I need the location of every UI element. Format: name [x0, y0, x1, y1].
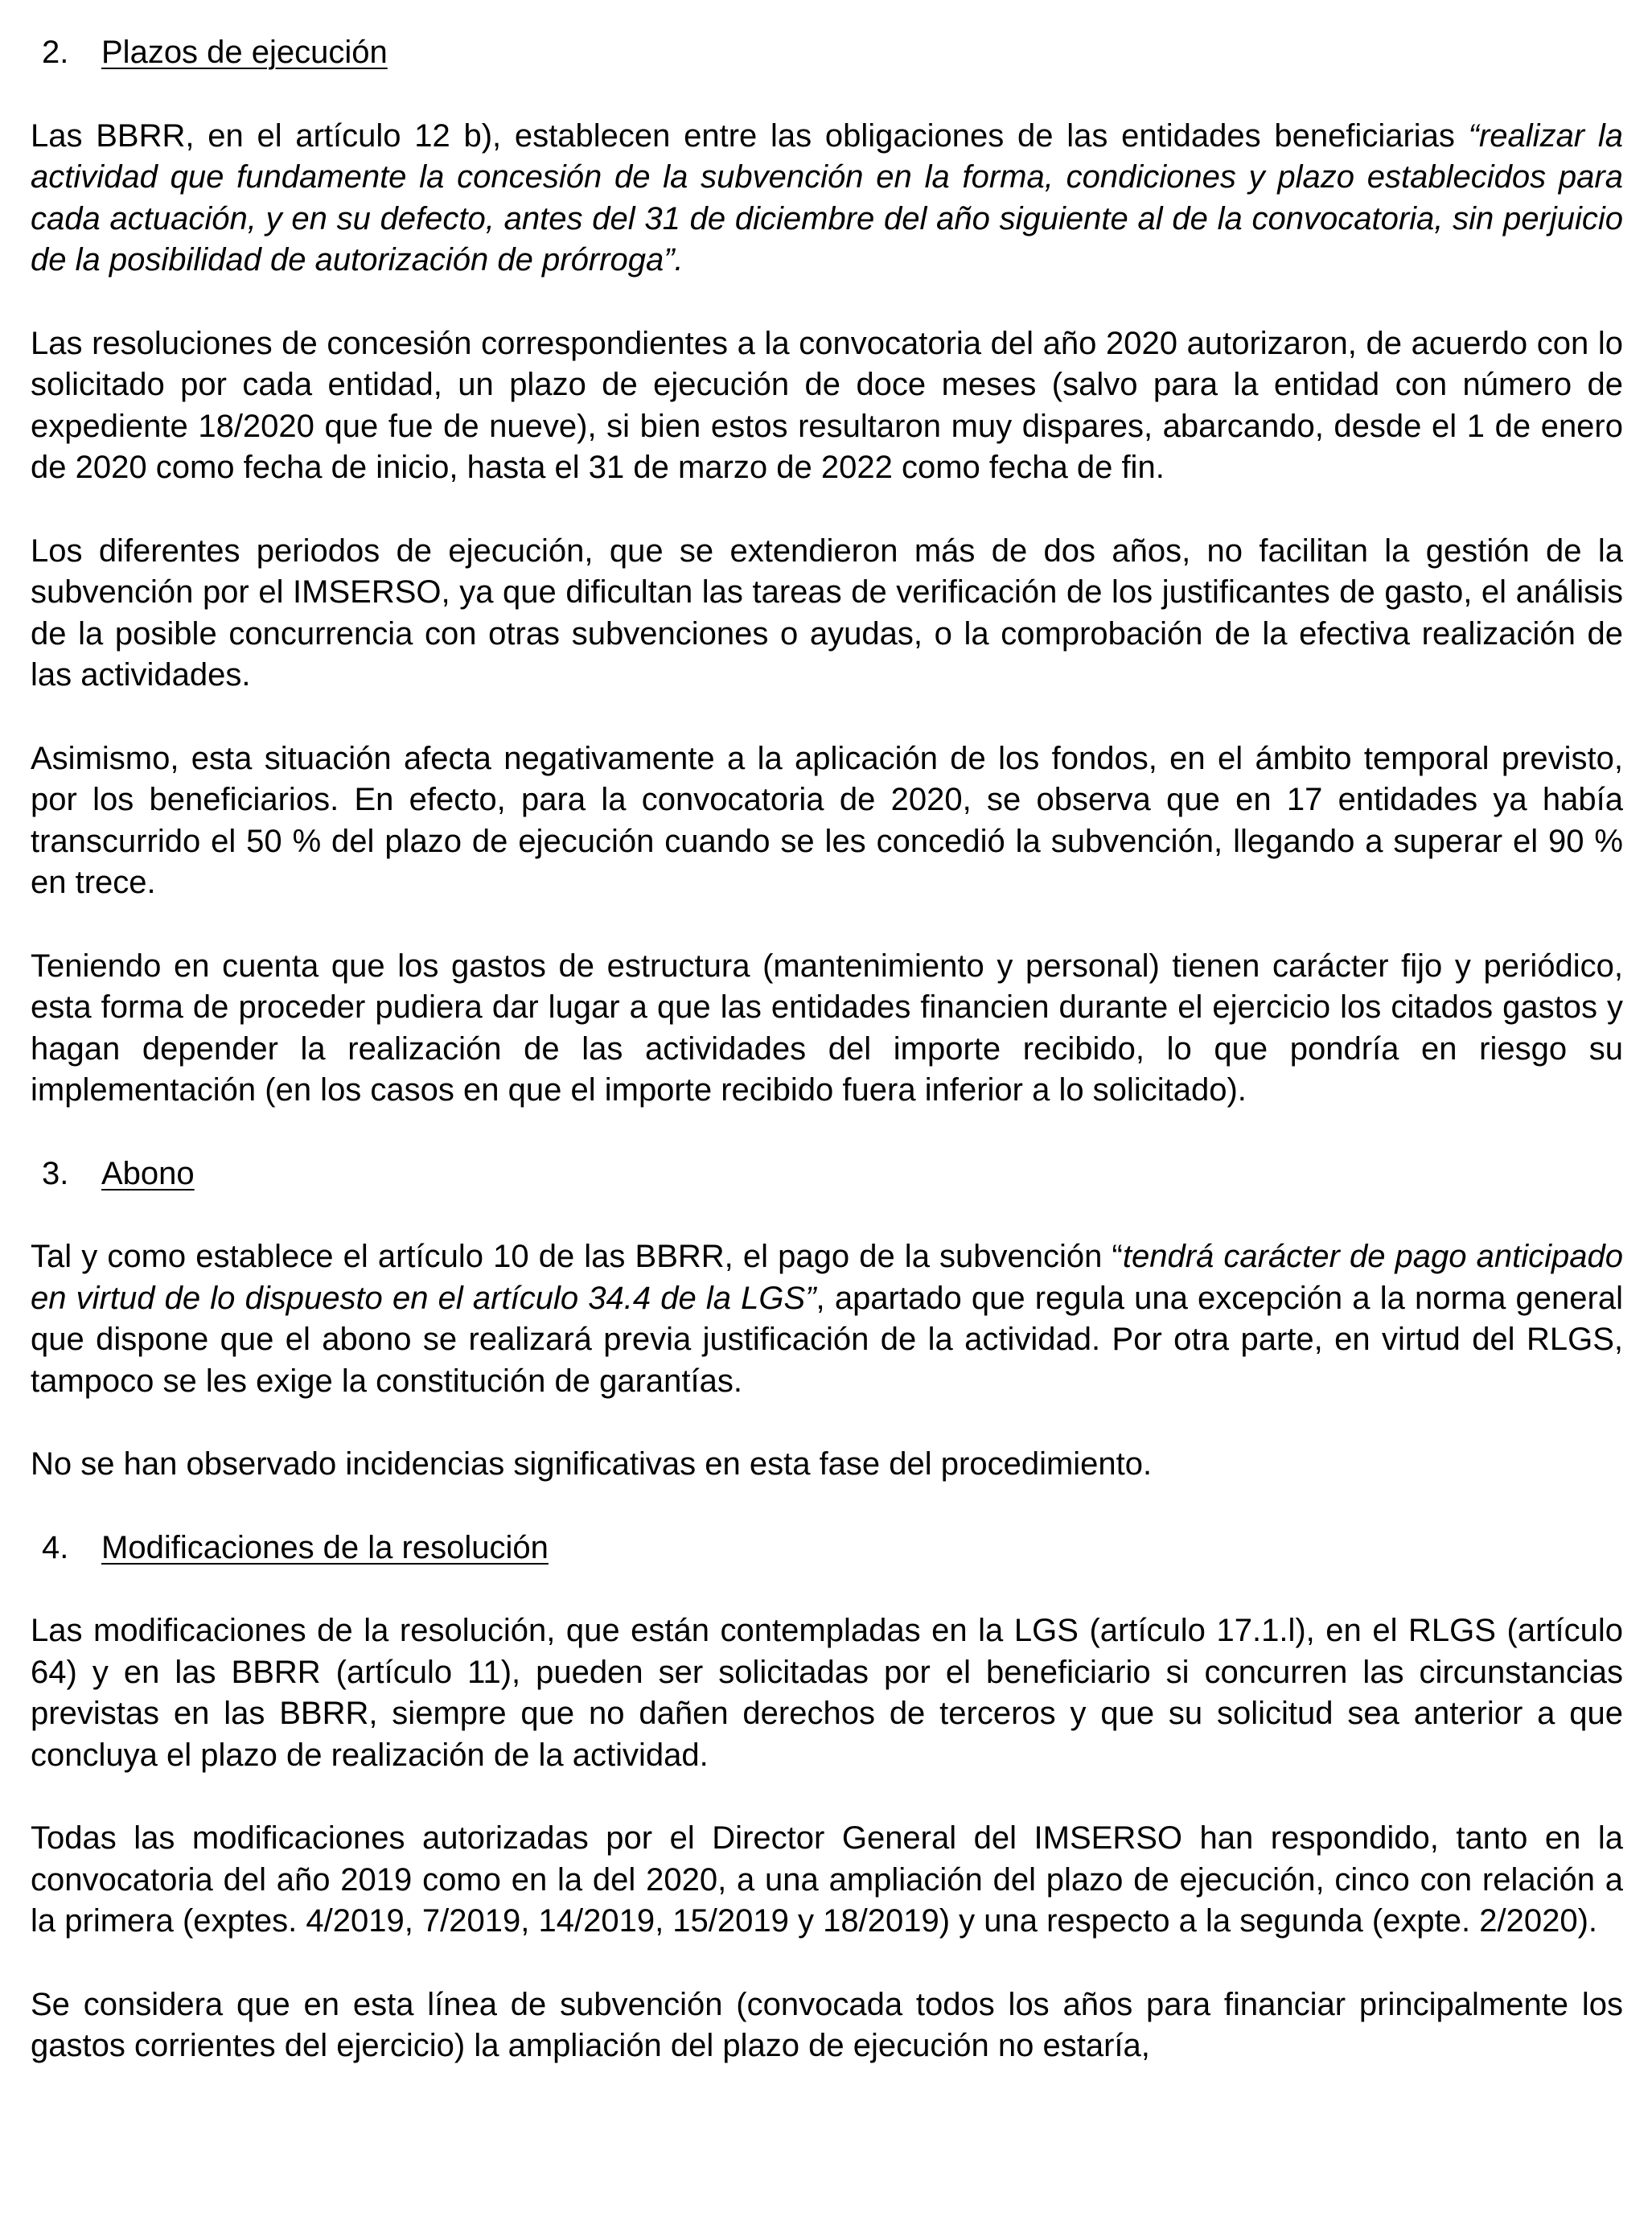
paragraph [31, 116, 1623, 282]
paragraph-text: Las BBRR, en el artículo 12 b), establecen entre las obligaciones de las entidades beneficiarias [31, 117, 1469, 154]
section-number: 2. [42, 35, 69, 70]
section-heading-abono [31, 1154, 1623, 1195]
paragraph: Las resoluciones de concesión correspondientes a la convocatoria del año 2020 autorizaron, de acuerdo con lo solicitado por cada entidad, un plazo de ejecución de doce meses (salvo para la entidad con número de expediente 18/2020 que fue de nueve), si bien estos resultaron muy dispares, abarcando, desde el 1 de enero de 2020 como fecha de inicio, hasta el 31 de marzo de 2022 como fecha de fin. [31, 325, 1623, 485]
section-number: 4. [42, 1529, 69, 1565]
quoted-text: tendrá carácter de pago anticipado en virtud de lo dispuesto en el artículo 34.4 de la LGS” [31, 1239, 1624, 1316]
paragraph: No se han observado incidencias significativas en esta fase del procedimiento. [31, 1446, 1153, 1482]
paragraph: Se considera que en esta línea de subvención (convocada todos los años para financiar principalmente los gastos corrientes del ejercicio) la ampliación del plazo de ejecución no estaría, [31, 1986, 1623, 2063]
section-title: Abono [101, 1155, 195, 1191]
section-number: 3. [42, 1155, 69, 1191]
paragraph: Los diferentes periodos de ejecución, que se extendieron más de dos años, no facilitan la gestión de la subvención por el IMSERSO, ya que dificultan las tareas de verificación de los justificantes de gasto, el análisis de la posible concurrencia con otras subvenciones o ayudas, o la comprobación de la efectiva realización de las actividades. [31, 533, 1623, 693]
paragraph: Todas las modificaciones autorizadas por el Director General del IMSERSO han respondido, tanto en la convocatoria del año 2019 como en la del 2020, a una ampliación del plazo de ejecución, cinco con relación a la primera (exptes. 4/2019, 7/2019, 14/2019, 15/2019 y 18/2019) y una respecto a la segunda (expte. 2/2020). [31, 1820, 1623, 1939]
paragraph: Las modificaciones de la resolución, que están contempladas en la LGS (artículo 17.1.l), en el RLGS (artículo 64) y en las BBRR (artículo 11), pueden ser solicitadas por el beneficiario si concurren las circunstancias previstas en las BBRR, siempre que no dañen derechos de terceros y que su solicitud sea anterior a que concluya el plazo de realización de la actividad. [31, 1613, 1623, 1773]
paragraph: Asimismo, esta situación afecta negativamente a la aplicación de los fondos, en el ámbito temporal previsto, por los beneficiarios. En efecto, para la convocatoria de 2020, se observa que en 17 entidades ya había transcurrido el 50 % del plazo de ejecución cuando se les concedió la subvención, llegando a superar el 90 % en trece. [31, 740, 1623, 900]
paragraph [31, 1236, 1623, 1402]
paragraph: Teniendo en cuenta que los gastos de estructura (mantenimiento y personal) tienen carácter fijo y periódico, esta forma de proceder pudiera dar lugar a que las entidades financien durante el ejercicio los citados gastos y hagan depender la realización de las actividades del importe recibido, lo que pondría en riesgo su implementación (en los casos en que el importe recibido fuera inferior a lo solicitado). [31, 948, 1623, 1108]
section-heading-plazos [31, 32, 1623, 74]
paragraph-text: , apartado que regula una excepción a la norma general que dispone que el abono se realizará previa justificación de la actividad. Por otra parte, en virtud del RLGS, tampoco se les exige la constitución de garantías. [31, 1280, 1623, 1399]
section-title: Plazos de ejecución [101, 35, 388, 70]
section-heading-modificaciones [31, 1528, 1623, 1569]
paragraph-text: Tal y como establece el artículo 10 de las BBRR, el pago de la subvención “ [31, 1239, 1123, 1274]
section-title: Modificaciones de la resolución [101, 1529, 549, 1565]
document-page [31, 32, 1623, 2109]
quoted-text: “realizar la actividad que fundamente la concesión de la subvención en la forma, condiciones y plazo establecidos para cada actuación, y en su defecto, antes del 31 de diciembre del año siguiente al de la convocatoria, sin perjuicio de la posibilidad de autorización de prórroga”. [31, 117, 1624, 278]
